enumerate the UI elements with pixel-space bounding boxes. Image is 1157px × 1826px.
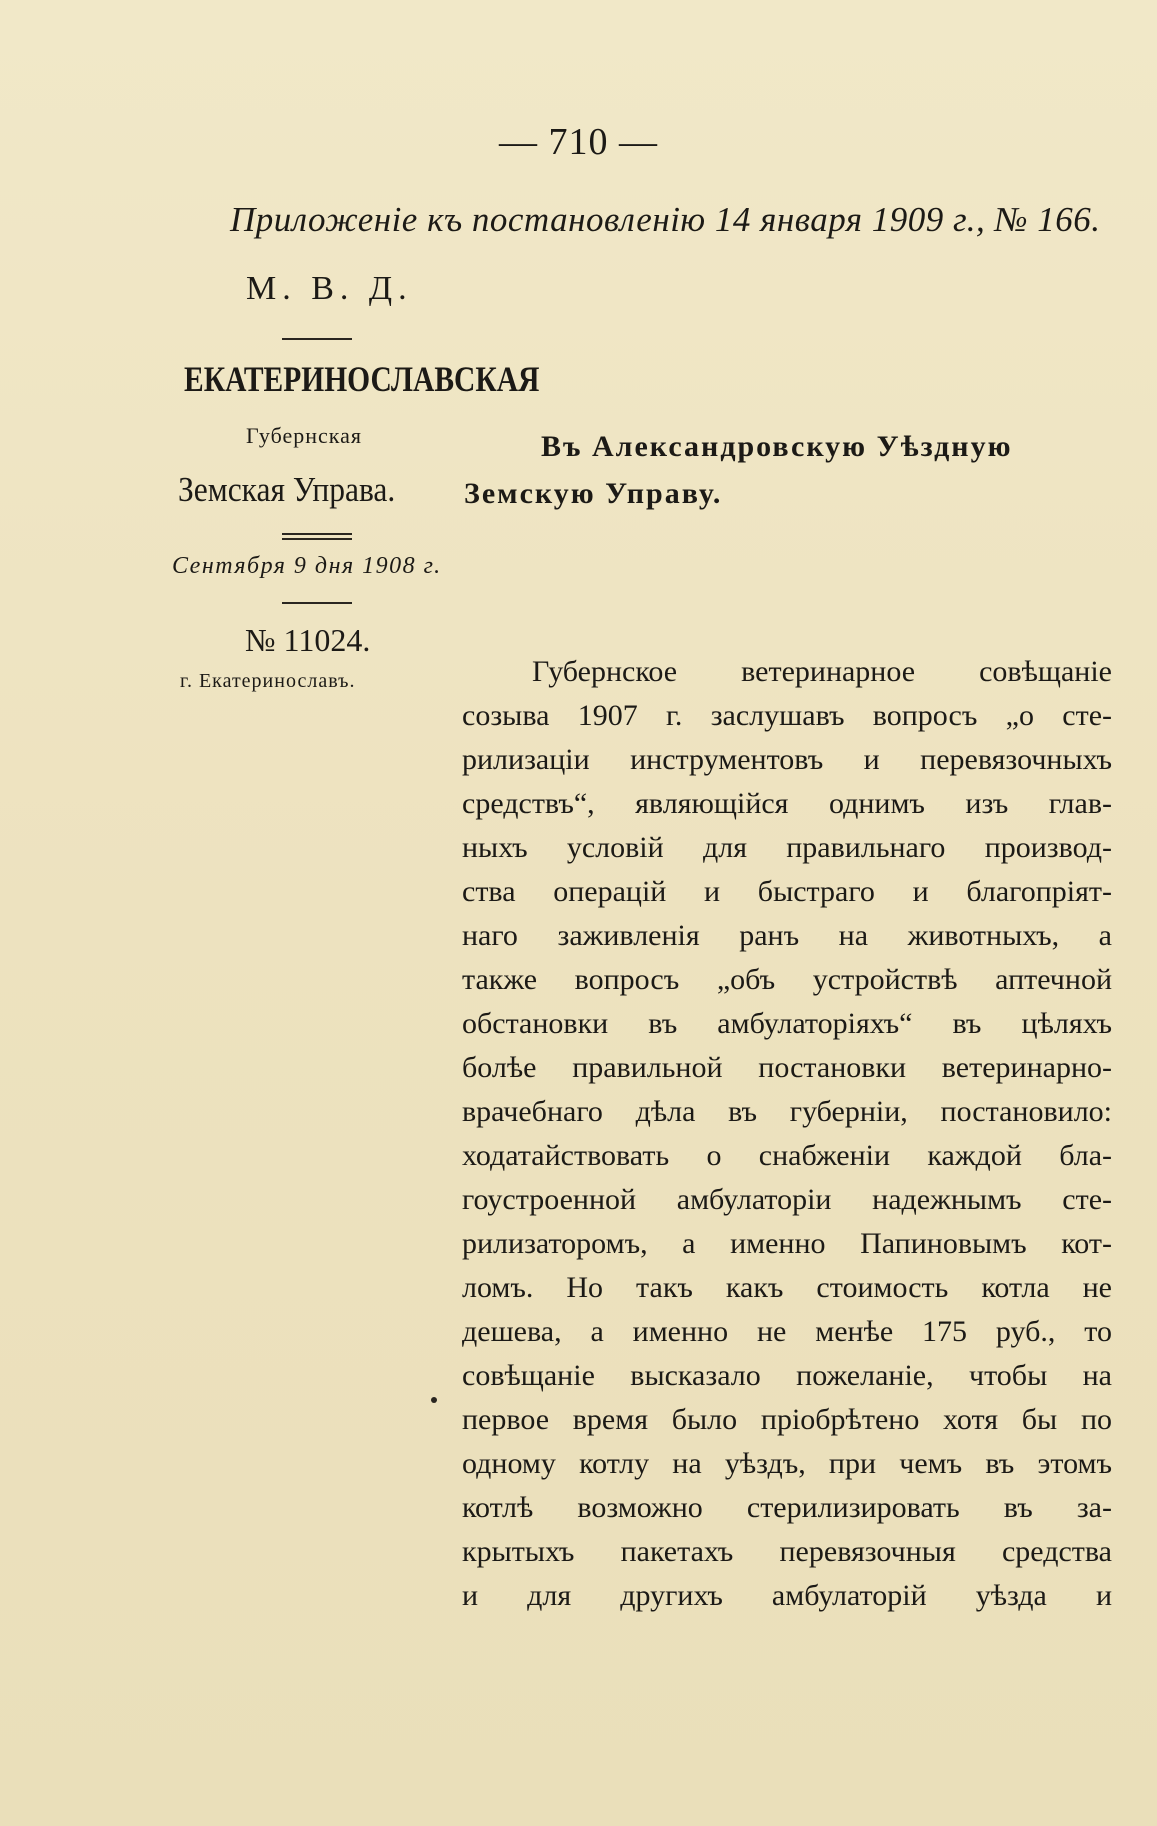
body-line: болѣе правильной постановки ветеринарно- xyxy=(462,1051,1112,1084)
body-line: врачебнаго дѣла въ губерніи, постановило: xyxy=(462,1095,1112,1128)
divider xyxy=(282,602,352,604)
letter-city: г. Екатеринославъ. xyxy=(180,670,356,692)
body-line: Губернское ветеринарное совѣщаніе xyxy=(532,655,1112,688)
body-line: рилизаціи инструментовъ и перевязочныхъ xyxy=(462,743,1112,776)
addressee-line-2: Земскую Управу. xyxy=(464,477,723,510)
body-line: дешева, а именно не менѣе 175 руб., то xyxy=(462,1315,1112,1348)
addressee-line-1: Въ Александровскую Уѣздную xyxy=(541,430,1013,463)
body-line: ломъ. Но такъ какъ стоимость котла не xyxy=(462,1271,1112,1304)
ministry-label: М. В. Д. xyxy=(246,270,413,307)
body-line: средствъ“, являющійся однимъ изъ глав- xyxy=(462,787,1112,820)
letterhead-governorate: Губернская xyxy=(246,423,363,448)
page-number: — 710 — xyxy=(499,121,658,163)
body-line: совѣщаніе высказало пожеланіе, чтобы на xyxy=(462,1359,1112,1392)
body-line: гоустроенной амбулаторіи надежнымъ сте- xyxy=(462,1183,1112,1216)
letter-date: Сентября 9 дня 1908 г. xyxy=(172,553,442,579)
appendix-note: Приложеніе къ постановленію 14 января 1909 г., № 166. xyxy=(230,200,1101,239)
letterhead-province: ЕКАТЕРИНОСЛАВСКАЯ xyxy=(184,359,540,399)
body-line: рилизаторомъ, а именно Папиновымъ кот- xyxy=(462,1227,1112,1260)
body-line: обстановки въ амбулаторіяхъ“ въ цѣляхъ xyxy=(462,1007,1112,1040)
letter-number: № 11024. xyxy=(245,622,371,658)
body-line: наго заживленія ранъ на животныхъ, а xyxy=(462,919,1112,952)
double-divider xyxy=(282,533,352,540)
body-line: первое время было пріобрѣтено хотя бы по xyxy=(462,1403,1112,1436)
body-line: одному котлу на уѣздъ, при чемъ въ этомъ xyxy=(462,1447,1112,1480)
body-line: котлѣ возможно стерилизировать въ за- xyxy=(462,1491,1112,1524)
body-text xyxy=(462,650,1112,1618)
body-line: ходатайствовать о снабженіи каждой бла- xyxy=(462,1139,1112,1172)
body-line: созыва 1907 г. заслушавъ вопросъ „о сте- xyxy=(462,699,1112,732)
body-line: и для другихъ амбулаторій уѣзда и xyxy=(462,1579,1112,1612)
margin-mark xyxy=(431,1397,437,1403)
body-line: крытыхъ пакетахъ перевязочныя средства xyxy=(462,1535,1112,1568)
divider xyxy=(282,338,352,340)
body-line: также вопросъ „объ устройствѣ аптечной xyxy=(462,963,1112,996)
letterhead-board: Земская Управа. xyxy=(178,470,396,509)
body-line: ства операцій и быстраго и благопріят- xyxy=(462,875,1112,908)
body-line: ныхъ условій для правильнаго производ- xyxy=(462,831,1112,864)
